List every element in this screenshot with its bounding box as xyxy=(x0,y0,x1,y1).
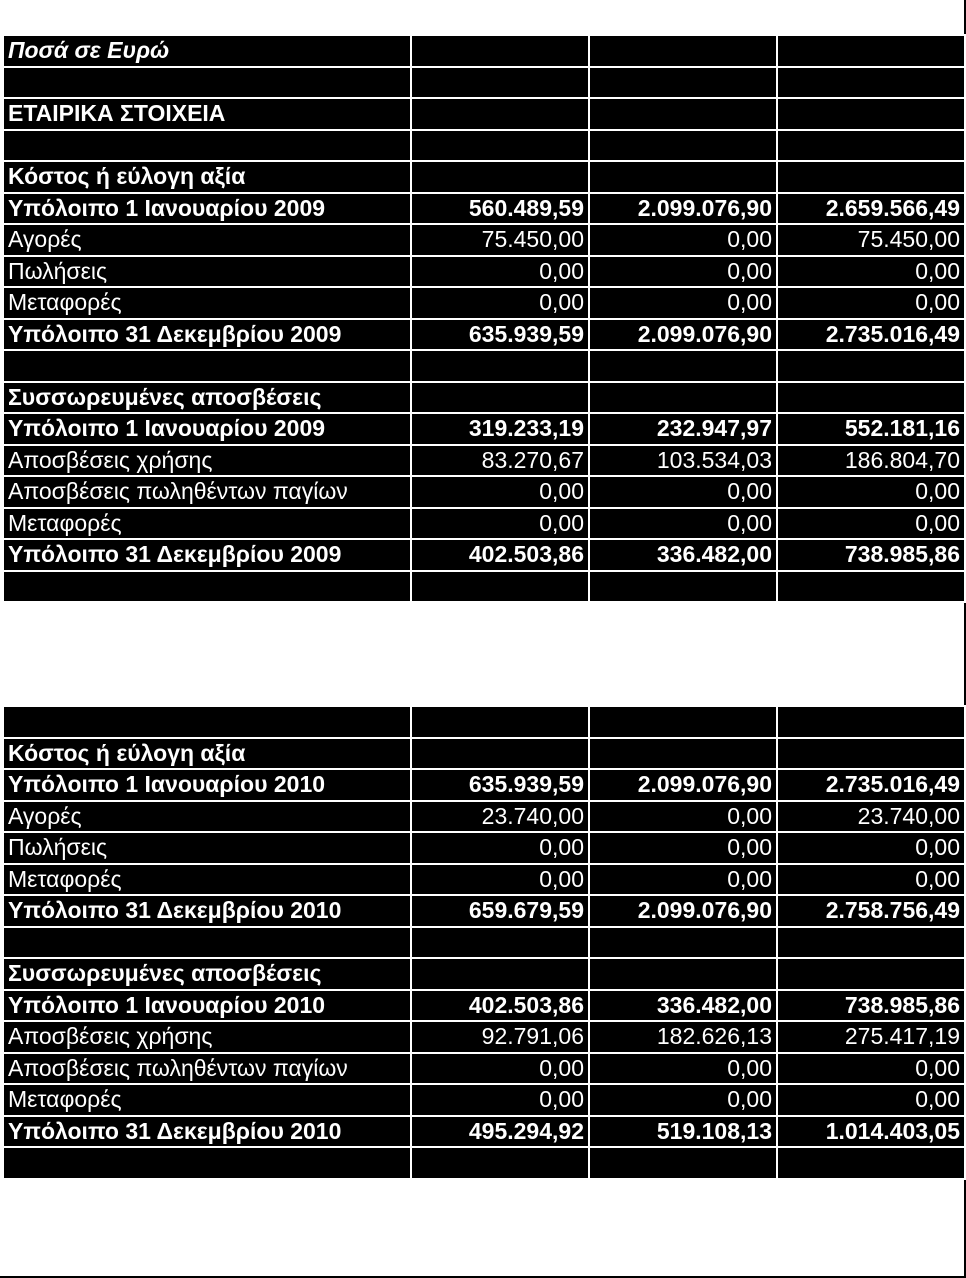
table-row xyxy=(3,130,965,162)
value-cell-col1 xyxy=(411,350,589,382)
row-label xyxy=(3,350,411,382)
value-cell-col1: 0,00 xyxy=(411,476,589,508)
value-cell-col3: 0,00 xyxy=(777,508,965,540)
value-cell-col1 xyxy=(411,706,589,738)
row-label: Πωλήσεις xyxy=(3,256,411,288)
row-label xyxy=(3,927,411,959)
row-label: Συσσωρευμένες αποσβέσεις xyxy=(3,382,411,414)
value-cell-col1: 560.489,59 xyxy=(411,193,589,225)
value-cell-col2: 0,00 xyxy=(589,224,777,256)
value-cell-col3: 75.450,00 xyxy=(777,224,965,256)
table-2010 xyxy=(2,705,966,1180)
value-cell-col3 xyxy=(777,927,965,959)
value-cell-col2: 232.947,97 xyxy=(589,413,777,445)
value-cell-col1: 659.679,59 xyxy=(411,895,589,927)
value-cell-col1: 402.503,86 xyxy=(411,539,589,571)
table-row xyxy=(3,256,965,288)
value-cell-col2: 0,00 xyxy=(589,1053,777,1085)
value-cell-col1: 23.740,00 xyxy=(411,801,589,833)
table-2010-body xyxy=(3,706,965,1179)
value-cell-col3: 0,00 xyxy=(777,256,965,288)
table-row xyxy=(3,413,965,445)
table-row xyxy=(3,476,965,508)
value-cell-col1: 0,00 xyxy=(411,832,589,864)
row-label: Κόστος ή εύλογη αξία xyxy=(3,161,411,193)
value-cell-col1: 75.450,00 xyxy=(411,224,589,256)
value-cell-col2 xyxy=(589,67,777,99)
value-cell-col2 xyxy=(589,958,777,990)
value-cell-col1 xyxy=(411,571,589,603)
value-cell-col2: 182.626,13 xyxy=(589,1021,777,1053)
value-cell-col3: 0,00 xyxy=(777,1053,965,1085)
value-cell-col1 xyxy=(411,738,589,770)
value-cell-col3 xyxy=(777,958,965,990)
row-label: Συσσωρευμένες αποσβέσεις xyxy=(3,958,411,990)
value-cell-col2: 2.099.076,90 xyxy=(589,769,777,801)
value-cell-col2: 0,00 xyxy=(589,256,777,288)
value-cell-col1: 0,00 xyxy=(411,287,589,319)
table-row xyxy=(3,1147,965,1179)
row-label xyxy=(3,130,411,162)
row-label xyxy=(3,1147,411,1179)
value-cell-col3: 0,00 xyxy=(777,287,965,319)
table-row xyxy=(3,571,965,603)
value-cell-col2 xyxy=(589,706,777,738)
table-row xyxy=(3,927,965,959)
value-cell-col2: 0,00 xyxy=(589,864,777,896)
row-label: Αποσβέσεις πωληθέντων παγίων xyxy=(3,1053,411,1085)
value-cell-col1 xyxy=(411,382,589,414)
row-label: Μεταφορές xyxy=(3,1084,411,1116)
table-row xyxy=(3,67,965,99)
value-cell-col2: 2.099.076,90 xyxy=(589,895,777,927)
value-cell-col1 xyxy=(411,927,589,959)
value-cell-col3: 552.181,16 xyxy=(777,413,965,445)
value-cell-col3: 23.740,00 xyxy=(777,801,965,833)
table-row xyxy=(3,539,965,571)
value-cell-col3 xyxy=(777,571,965,603)
value-cell-col3 xyxy=(777,67,965,99)
value-cell-col1 xyxy=(411,958,589,990)
table-row xyxy=(3,832,965,864)
table-row xyxy=(3,382,965,414)
value-cell-col1 xyxy=(411,161,589,193)
value-cell-col1 xyxy=(411,1147,589,1179)
value-cell-col1: 92.791,06 xyxy=(411,1021,589,1053)
value-cell-col2 xyxy=(589,98,777,130)
row-label: Ποσά σε Ευρώ xyxy=(3,35,411,67)
value-cell-col1: 0,00 xyxy=(411,864,589,896)
row-label: Πωλήσεις xyxy=(3,832,411,864)
value-cell-col3: 275.417,19 xyxy=(777,1021,965,1053)
row-label: Υπόλοιπο 1 Ιανουαρίου 2009 xyxy=(3,413,411,445)
value-cell-col1: 495.294,92 xyxy=(411,1116,589,1148)
value-cell-col3 xyxy=(777,161,965,193)
table-row xyxy=(3,738,965,770)
value-cell-col2: 519.108,13 xyxy=(589,1116,777,1148)
value-cell-col2: 0,00 xyxy=(589,287,777,319)
value-cell-col1: 0,00 xyxy=(411,1053,589,1085)
value-cell-col3 xyxy=(777,1147,965,1179)
table-row xyxy=(3,1116,965,1148)
value-cell-col3 xyxy=(777,706,965,738)
table-row xyxy=(3,35,965,67)
value-cell-col3: 2.659.566,49 xyxy=(777,193,965,225)
value-cell-col3 xyxy=(777,98,965,130)
value-cell-col1 xyxy=(411,130,589,162)
table-row xyxy=(3,958,965,990)
value-cell-col3 xyxy=(777,382,965,414)
value-cell-col1: 83.270,67 xyxy=(411,445,589,477)
row-label: Μεταφορές xyxy=(3,864,411,896)
table-row xyxy=(3,508,965,540)
value-cell-col3: 0,00 xyxy=(777,832,965,864)
row-label: Υπόλοιπο 31 Δεκεμβρίου 2009 xyxy=(3,319,411,351)
table-row xyxy=(3,1021,965,1053)
value-cell-col2 xyxy=(589,161,777,193)
row-label xyxy=(3,706,411,738)
row-label: Αγορές xyxy=(3,224,411,256)
value-cell-col2 xyxy=(589,35,777,67)
table-row xyxy=(3,445,965,477)
value-cell-col3 xyxy=(777,350,965,382)
table-row xyxy=(3,769,965,801)
value-cell-col1 xyxy=(411,35,589,67)
value-cell-col3: 738.985,86 xyxy=(777,539,965,571)
value-cell-col3 xyxy=(777,130,965,162)
value-cell-col2 xyxy=(589,382,777,414)
value-cell-col2 xyxy=(589,130,777,162)
table-2009 xyxy=(2,34,966,603)
value-cell-col1: 0,00 xyxy=(411,256,589,288)
row-label: Υπόλοιπο 31 Δεκεμβρίου 2010 xyxy=(3,895,411,927)
value-cell-col3: 2.735.016,49 xyxy=(777,769,965,801)
table-row xyxy=(3,287,965,319)
value-cell-col1: 0,00 xyxy=(411,508,589,540)
value-cell-col2 xyxy=(589,738,777,770)
table-row xyxy=(3,801,965,833)
value-cell-col2: 103.534,03 xyxy=(589,445,777,477)
table-row xyxy=(3,990,965,1022)
value-cell-col1: 635.939,59 xyxy=(411,319,589,351)
value-cell-col3 xyxy=(777,35,965,67)
value-cell-col1 xyxy=(411,67,589,99)
value-cell-col2: 336.482,00 xyxy=(589,539,777,571)
table-row xyxy=(3,98,965,130)
value-cell-col2: 0,00 xyxy=(589,832,777,864)
row-label: Κόστος ή εύλογη αξία xyxy=(3,738,411,770)
row-label: Υπόλοιπο 31 Δεκεμβρίου 2010 xyxy=(3,1116,411,1148)
row-label: Υπόλοιπο 1 Ιανουαρίου 2010 xyxy=(3,990,411,1022)
value-cell-col2 xyxy=(589,350,777,382)
value-cell-col3: 0,00 xyxy=(777,864,965,896)
value-cell-col1: 319.233,19 xyxy=(411,413,589,445)
value-cell-col3: 186.804,70 xyxy=(777,445,965,477)
value-cell-col2 xyxy=(589,571,777,603)
row-label: Αποσβέσεις χρήσης xyxy=(3,445,411,477)
value-cell-col2: 336.482,00 xyxy=(589,990,777,1022)
table-row xyxy=(3,161,965,193)
value-cell-col1: 635.939,59 xyxy=(411,769,589,801)
value-cell-col2: 0,00 xyxy=(589,508,777,540)
value-cell-col3: 738.985,86 xyxy=(777,990,965,1022)
table-2009-body xyxy=(3,35,965,602)
table-row xyxy=(3,895,965,927)
row-label: Υπόλοιπο 1 Ιανουαρίου 2010 xyxy=(3,769,411,801)
table-row xyxy=(3,319,965,351)
value-cell-col3: 1.014.403,05 xyxy=(777,1116,965,1148)
table-row xyxy=(3,193,965,225)
value-cell-col1: 0,00 xyxy=(411,1084,589,1116)
row-label: ΕΤΑΙΡΙΚΑ ΣΤΟΙΧΕΙΑ xyxy=(3,98,411,130)
value-cell-col2: 0,00 xyxy=(589,801,777,833)
value-cell-col3: 0,00 xyxy=(777,476,965,508)
row-label: Υπόλοιπο 31 Δεκεμβρίου 2009 xyxy=(3,539,411,571)
row-label: Υπόλοιπο 1 Ιανουαρίου 2009 xyxy=(3,193,411,225)
value-cell-col3: 2.735.016,49 xyxy=(777,319,965,351)
value-cell-col2: 2.099.076,90 xyxy=(589,319,777,351)
value-cell-col2 xyxy=(589,927,777,959)
table-row xyxy=(3,224,965,256)
table-row xyxy=(3,350,965,382)
row-label: Μεταφορές xyxy=(3,287,411,319)
value-cell-col2: 0,00 xyxy=(589,476,777,508)
value-cell-col3 xyxy=(777,738,965,770)
table-row xyxy=(3,1084,965,1116)
row-label: Αγορές xyxy=(3,801,411,833)
row-label xyxy=(3,67,411,99)
table-row xyxy=(3,1053,965,1085)
table-row xyxy=(3,864,965,896)
value-cell-col2: 2.099.076,90 xyxy=(589,193,777,225)
table-row xyxy=(3,706,965,738)
row-label xyxy=(3,571,411,603)
value-cell-col1: 402.503,86 xyxy=(411,990,589,1022)
value-cell-col1 xyxy=(411,98,589,130)
row-label: Αποσβέσεις πωληθέντων παγίων xyxy=(3,476,411,508)
value-cell-col3: 2.758.756,49 xyxy=(777,895,965,927)
value-cell-col2: 0,00 xyxy=(589,1084,777,1116)
row-label: Αποσβέσεις χρήσης xyxy=(3,1021,411,1053)
value-cell-col2 xyxy=(589,1147,777,1179)
row-label: Μεταφορές xyxy=(3,508,411,540)
value-cell-col3: 0,00 xyxy=(777,1084,965,1116)
